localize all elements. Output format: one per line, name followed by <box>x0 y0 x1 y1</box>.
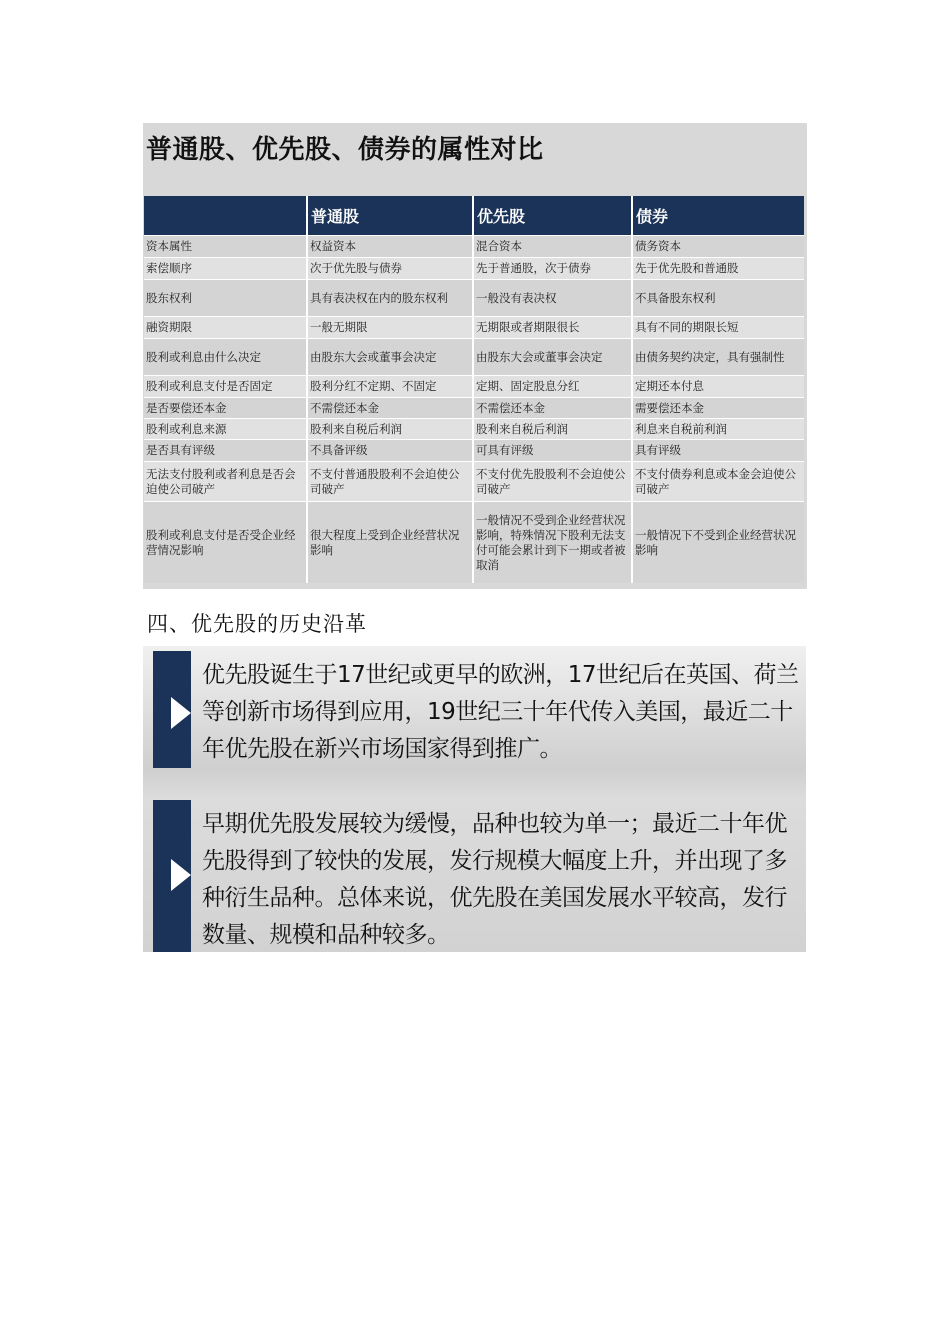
table-row <box>144 257 804 279</box>
comparison-slide <box>143 123 807 589</box>
table-cell: 股利或利息由什么决定 <box>144 338 306 375</box>
history-block <box>153 651 803 768</box>
table-cell: 是否具有评级 <box>144 439 306 461</box>
table-row <box>144 375 804 397</box>
table-cell: 无法支付股利或者利息是否会迫使公司破产 <box>144 461 306 501</box>
table-cell: 由股东大会或董事会决定 <box>306 338 472 375</box>
table-cell: 是否要偿还本金 <box>144 397 306 418</box>
history-text: 早期优先股发展较为缓慢，品种也较为单一；最近二十年优先股得到了较快的发展，发行规模大幅度上升，并出现了多种衍生品种。总体来说，优先股在美国发展水平较高，发行数量、规模和品种较多。 <box>202 811 787 948</box>
table-row <box>144 279 804 316</box>
comparison-table <box>144 196 804 583</box>
section-heading: 四、优先股的历史沿革 <box>147 612 367 636</box>
play-arrow-icon <box>171 859 191 891</box>
table-cell: 先于普通股，次于债券 <box>472 257 631 279</box>
table-row <box>144 397 804 418</box>
table-cell: 由股东大会或董事会决定 <box>472 338 631 375</box>
table-header-row <box>144 196 804 235</box>
table-cell: 具有评级 <box>631 439 804 461</box>
history-block <box>153 800 803 952</box>
table-cell: 股利或利息支付是否受企业经营情况影响 <box>144 501 306 583</box>
table-row <box>144 439 804 461</box>
table-row <box>144 338 804 375</box>
table-cell: 股利或利息支付是否固定 <box>144 375 306 397</box>
table-cell: 定期还本付息 <box>631 375 804 397</box>
header-cell <box>144 196 306 235</box>
table-cell: 资本属性 <box>144 235 306 257</box>
table-row <box>144 461 804 501</box>
table-cell: 具有不同的期限长短 <box>631 316 804 338</box>
history-text: 优先股诞生于17世纪或更早的欧洲，17世纪后在英国、荷兰等创新市场得到应用，19世纪三十年代传入美国，最近二十年优先股在新兴市场国家得到推广。 <box>202 662 799 762</box>
table-cell: 无期限或者期限很长 <box>472 316 631 338</box>
table-cell: 次于优先股与债券 <box>306 257 472 279</box>
table-cell: 债务资本 <box>631 235 804 257</box>
comparison-title: 普通股、优先股、债券的属性对比 <box>146 135 544 165</box>
table-cell: 不支付普通股股利不会迫使公司破产 <box>306 461 472 501</box>
table-cell: 融资期限 <box>144 316 306 338</box>
table-cell: 很大程度上受到企业经营状况影响 <box>306 501 472 583</box>
table-cell: 索偿顺序 <box>144 257 306 279</box>
history-slide <box>143 646 806 952</box>
table-cell: 利息来自税前利润 <box>631 418 804 439</box>
header-cell: 优先股 <box>472 196 631 235</box>
table-row <box>144 418 804 439</box>
table-cell: 一般情况不受到企业经营状况影响，特殊情况下股利无法支付可能会累计到下一期或者被取消 <box>472 501 631 583</box>
table-cell: 股利分红不定期、不固定 <box>306 375 472 397</box>
table-cell: 一般没有表决权 <box>472 279 631 316</box>
table-cell: 股利或利息来源 <box>144 418 306 439</box>
table-row <box>144 501 804 583</box>
table-row <box>144 316 804 338</box>
header-cell: 普通股 <box>306 196 472 235</box>
table-cell: 不支付优先股股利不会迫使公司破产 <box>472 461 631 501</box>
table-cell: 一般无期限 <box>306 316 472 338</box>
play-arrow-icon <box>171 697 191 729</box>
table-row <box>144 235 804 257</box>
table-cell: 不具备评级 <box>306 439 472 461</box>
table-cell: 具有表决权在内的股东权利 <box>306 279 472 316</box>
table-cell: 定期、固定股息分红 <box>472 375 631 397</box>
table-cell: 权益资本 <box>306 235 472 257</box>
table-cell: 股东权利 <box>144 279 306 316</box>
table-cell: 股利来自税后利润 <box>306 418 472 439</box>
table-cell: 不具备股东权利 <box>631 279 804 316</box>
table-cell: 股利来自税后利润 <box>472 418 631 439</box>
table-cell: 可具有评级 <box>472 439 631 461</box>
table-cell: 一般情况下不受到企业经营状况影响 <box>631 501 804 583</box>
table-cell: 不需偿还本金 <box>472 397 631 418</box>
table-cell: 不需偿还本金 <box>306 397 472 418</box>
table-cell: 不支付债券利息或本金会迫使公司破产 <box>631 461 804 501</box>
table-cell: 先于优先股和普通股 <box>631 257 804 279</box>
table-cell: 需要偿还本金 <box>631 397 804 418</box>
table-cell: 混合资本 <box>472 235 631 257</box>
header-cell: 债券 <box>631 196 804 235</box>
table-cell: 由债务契约决定，具有强制性 <box>631 338 804 375</box>
